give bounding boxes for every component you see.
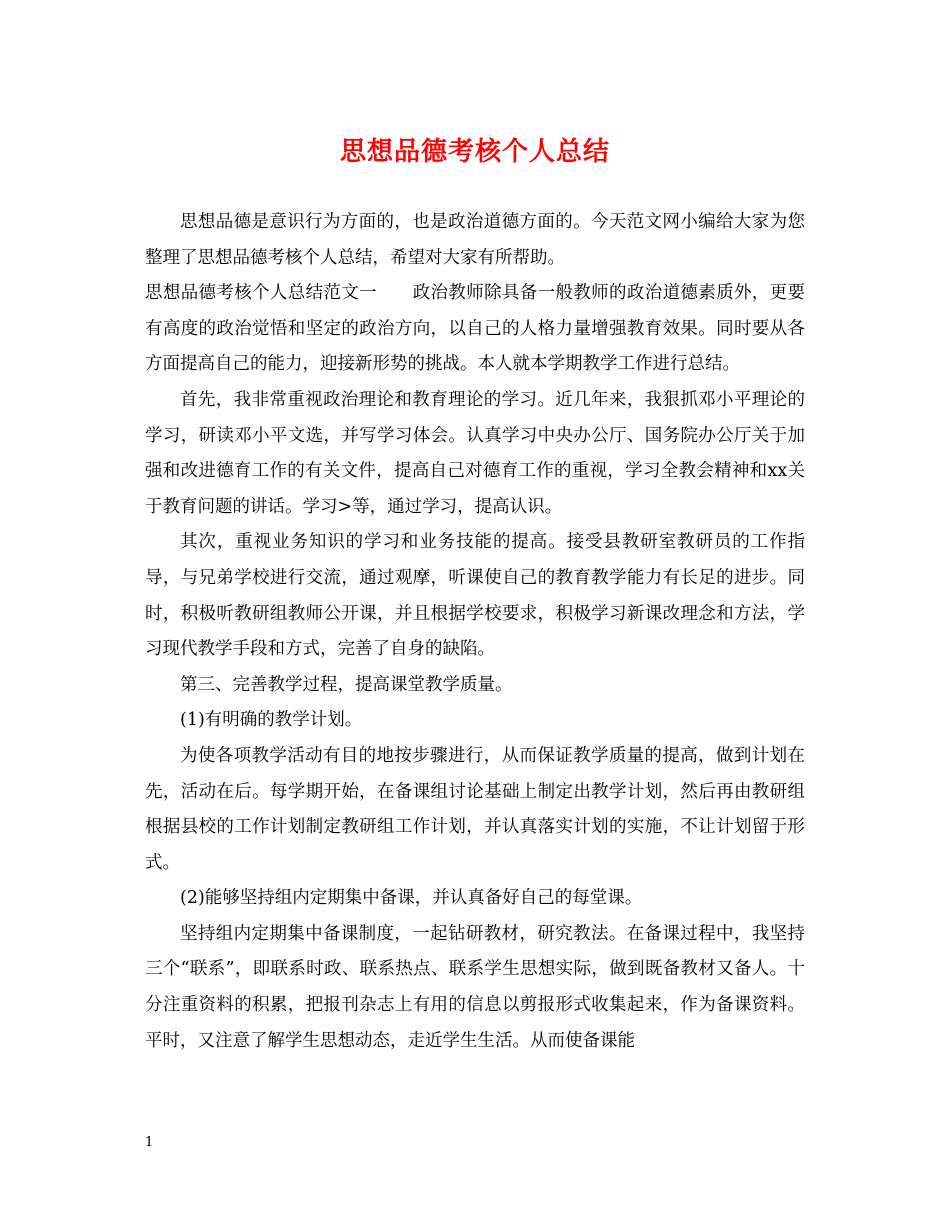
- paragraph-first: 首先，我非常重视政治理论和教育理论的学习。近几年来，我狠抓邓小平理论的学习，研读邓小平文选，并写学习体会。认真学习中央办公厅、国务院办公厅关于加强和改进德育工作的有关文件，提高自己对德育工作的重视，学习全教会精神和xx关于教育问题的讲话。学习>等，通过学习，提高认识。: [145, 389, 805, 517]
- page-number: 1: [145, 1135, 154, 1150]
- document-body: [145, 205, 805, 1059]
- paragraph-item-2-body: 坚持组内定期集中备课制度，一起钻研教材，研究教法。在备课过程中，我坚持三个“联系”，即联系时政、联系热点、联系学生思想实际，做到既备教材又备人。十分注重资料的积累，把报刊杂志上有用的信息以剪报形式收集起来，作为备课资料。平时，又注意了解学生思想动态，走近学生生活。从而使备课能: [145, 923, 805, 1051]
- document-title: 思想品德考核个人总结: [339, 137, 610, 167]
- paragraph-intro: 思想品德是意识行为方面的，也是政治道德方面的。今天范文网小编给大家为您整理了思想品德考核个人总结，希望对大家有所帮助。: [145, 212, 805, 268]
- paragraph-second: 其次，重视业务知识的学习和业务技能的提高。接受县教研室教研员的工作指导，与兄弟学校进行交流，通过观摩，听课使自己的教育教学能力有长足的进步。同时，积极听教研组教师公开课，并且根据学校要求，积极学习新课改理念和方法，学习现代教学手段和方式，完善了自身的缺陷。: [145, 532, 805, 660]
- paragraph-item-2-heading: (2)能够坚持组内定期集中备课，并认真备好自己的每堂课。: [180, 888, 643, 909]
- paragraph-third-heading: 第三、完善教学过程，提高课堂教学质量。: [180, 674, 513, 695]
- paragraph-item-1-body: 为使各项教学活动有目的地按步骤进行，从而保证教学质量的提高，做到计划在先，活动在后。每学期开始，在备课组讨论基础上制定出教学计划，然后再由教研组根据县校的工作计划制定教研组工作计划，并认真落实计划的实施，不让计划留于形式。: [145, 745, 805, 873]
- paragraph-item-1-heading: (1)有明确的教学计划。: [180, 710, 363, 731]
- paragraph-sample-one: 思想品德考核个人总结范文一 政治教师除具备一般教师的政治道德素质外，更要有高度的政治觉悟和坚定的政治方向，以自己的人格力量增强教育效果。同时要从各方面提高自己的能力，迎接新形势的挑战。本人就本学期教学工作进行总结。: [145, 283, 805, 375]
